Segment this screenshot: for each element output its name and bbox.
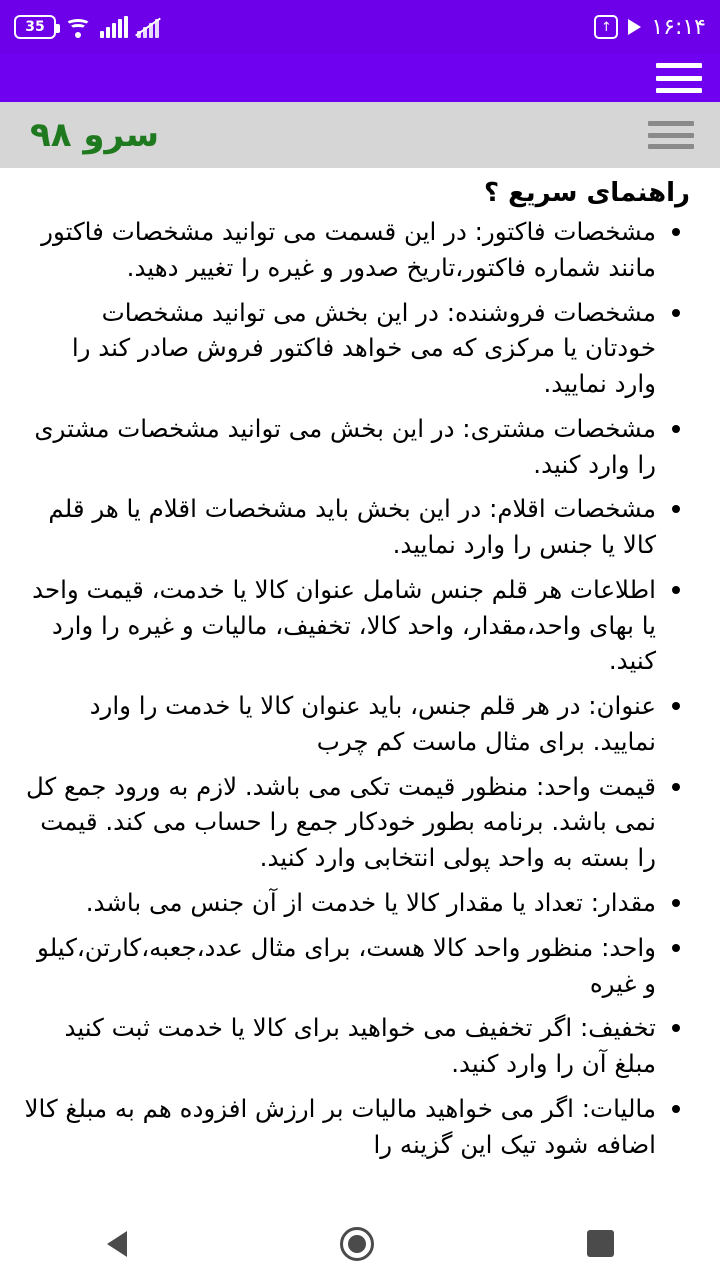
battery-icon: [14, 15, 56, 39]
browser-toolbar: [0, 54, 720, 102]
upload-square-icon: ↑: [594, 15, 618, 39]
list-item: مقدار: تعداد یا مقدار کالا یا خدمت از آن جنس می باشد.: [18, 885, 694, 930]
list-item: مالیات: اگر می خواهید مالیات بر ارزش افزوده هم به مبلغ کالا اضافه شود تیک این گزینه را: [18, 1091, 694, 1172]
android-nav-bar: [0, 1206, 720, 1280]
back-triangle-icon[interactable]: [107, 1231, 127, 1257]
hamburger-menu-icon[interactable]: [648, 121, 694, 149]
list-item: مشخصات فروشنده: در این بخش می توانید مشخصات خودتان یا مرکزی که می خواهد فاکتور فروش صادر کند را وارد نمایید.: [18, 295, 694, 411]
home-circle-icon[interactable]: [340, 1227, 374, 1261]
recents-square-icon[interactable]: [587, 1230, 614, 1257]
list-item: مشخصات مشتری: در این بخش می توانید مشخصات مشتری را وارد کنید.: [18, 411, 694, 492]
list-item: عنوان: در هر قلم جنس، باید عنوان کالا یا خدمت را وارد نمایید. برای مثال ماست کم چرب: [18, 688, 694, 769]
wifi-icon: [65, 16, 91, 38]
page-title: راهنمای سریع ؟: [484, 178, 690, 208]
signal-bars-icon: [100, 16, 128, 38]
list-item: واحد: منظور واحد کالا هست، برای مثال عدد،جعبه،کارتن،کیلو و غیره: [18, 930, 694, 1011]
list-item: قیمت واحد: منظور قیمت تکی می باشد. لازم به ورود جمع کل نمی باشد. برنامه بطور خودکار جمع را حساب می کند. قیمت را بسته به واحد پولی انتخابی وارد کنید.: [18, 769, 694, 885]
list-item: مشخصات فاکتور: در این قسمت می توانید مشخصات فاکتور مانند شماره فاکتور،تاریخ صدور و غیره را تغییر دهید.: [18, 214, 694, 295]
app-header: [0, 102, 720, 168]
hamburger-menu-icon[interactable]: [656, 63, 702, 93]
status-bar-left: [14, 15, 159, 39]
guide-list: [18, 214, 702, 1171]
list-item: مشخصات اقلام: در این بخش باید مشخصات اقلام یا هر قلم کالا یا جنس را وارد نمایید.: [18, 491, 694, 572]
list-item: اطلاعات هر قلم جنس شامل عنوان کالا یا خدمت، قیمت واحد یا بهای واحد،مقدار، واحد کالا، تخفیف، مالیات و غیره را وارد کنید.: [18, 572, 694, 688]
status-bar: [0, 0, 720, 54]
app-brand-title: سرو ۹۸: [30, 115, 160, 155]
list-item: تخفیف: اگر تخفیف می خواهید برای کالا یا خدمت ثبت کنید مبلغ آن را وارد کنید.: [18, 1010, 694, 1091]
battery-level-text: 35: [25, 19, 45, 35]
guide-content: [0, 168, 720, 1206]
play-triangle-icon: [628, 19, 641, 35]
status-bar-clock: ۱۶:۱۴: [651, 14, 706, 40]
status-bar-right: [594, 15, 706, 40]
signal-bars-muted-icon: [137, 16, 159, 38]
